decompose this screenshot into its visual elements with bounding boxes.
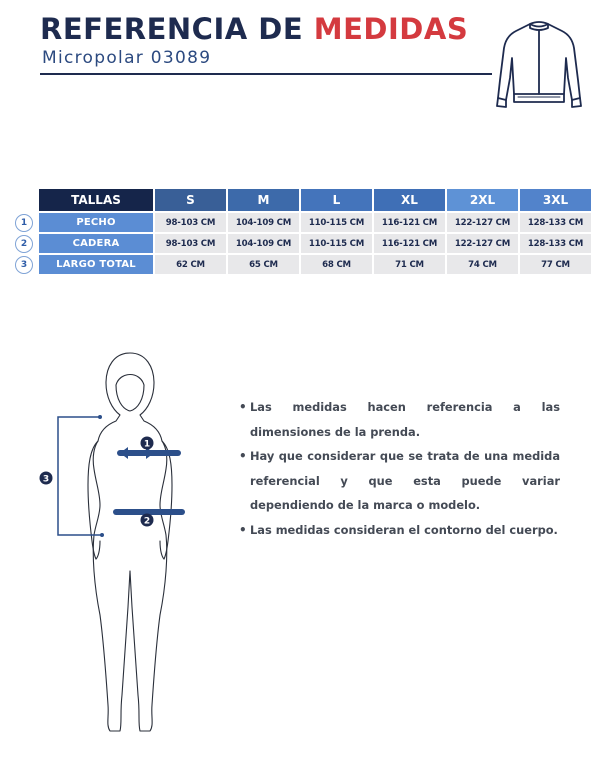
marker-1	[141, 437, 154, 450]
table-cell: 128-133 CM	[520, 234, 591, 253]
table-cell: 98-103 CM	[155, 234, 226, 253]
title-main: REFERENCIA DE	[40, 12, 314, 46]
marker-3	[40, 472, 53, 485]
row-label: CADERA	[39, 234, 153, 253]
table-row	[15, 213, 591, 232]
table-cell: 65 CM	[228, 255, 299, 274]
table-cell: 68 CM	[301, 255, 372, 274]
row-label: LARGO TOTAL	[39, 255, 153, 274]
marker-2	[141, 514, 154, 527]
table-cell: 116-121 CM	[374, 213, 445, 232]
table-cell: 128-133 CM	[520, 213, 591, 232]
size-header: L	[301, 189, 372, 211]
row-label: PECHO	[39, 213, 153, 232]
marker-1-label: 1	[143, 439, 151, 450]
table-cell: 110-115 CM	[301, 213, 372, 232]
size-header: M	[228, 189, 299, 211]
table-cell: 62 CM	[155, 255, 226, 274]
title-accent: MEDIDAS	[313, 12, 469, 46]
bullet-icon: •	[239, 449, 247, 463]
table-row	[15, 234, 591, 253]
table-cell: 122-127 CM	[447, 213, 518, 232]
note-text: Las medidas consideran el contorno del cuerpo.	[250, 522, 558, 537]
table-cell: 77 CM	[520, 255, 591, 274]
table-cell: 104-109 CM	[228, 213, 299, 232]
marker-2-label: 2	[143, 516, 151, 527]
size-table	[13, 187, 593, 276]
table-cell: 71 CM	[374, 255, 445, 274]
list-item	[238, 444, 560, 518]
bullet-icon: •	[239, 522, 247, 537]
jacket-icon	[496, 18, 582, 110]
table-cell: 104-109 CM	[228, 234, 299, 253]
size-header: 3XL	[520, 189, 591, 211]
row-number-badge: 3	[15, 256, 33, 274]
list-item	[238, 395, 560, 444]
table-cell: 74 CM	[447, 255, 518, 274]
note-text: Las medidas hacen referencia a las dimensiones de la prenda.	[250, 400, 560, 439]
size-header: S	[155, 189, 226, 211]
size-header: 2XL	[447, 189, 518, 211]
size-header: XL	[374, 189, 445, 211]
notes-list	[238, 395, 560, 542]
table-cell: 122-127 CM	[447, 234, 518, 253]
bullet-icon: •	[239, 400, 247, 414]
table-cell: 98-103 CM	[155, 213, 226, 232]
product-subtitle: Micropolar 03089	[42, 48, 212, 68]
table-cell: 110-115 CM	[301, 234, 372, 253]
tallas-header: TALLAS	[39, 189, 153, 211]
row-number-badge: 2	[15, 235, 33, 253]
table-header-row	[15, 189, 591, 211]
row-number-badge: 1	[15, 214, 33, 232]
table-row	[15, 255, 591, 274]
list-item	[238, 518, 560, 543]
body-silhouette-icon	[30, 345, 230, 745]
header-divider	[40, 73, 492, 75]
table-cell: 116-121 CM	[374, 234, 445, 253]
note-text: Hay que considerar que se trata de una medida referencial y que esta puede variar dependiendo de la marca o modelo.	[250, 449, 560, 512]
page-title	[40, 12, 468, 46]
marker-3-label: 3	[42, 474, 50, 485]
